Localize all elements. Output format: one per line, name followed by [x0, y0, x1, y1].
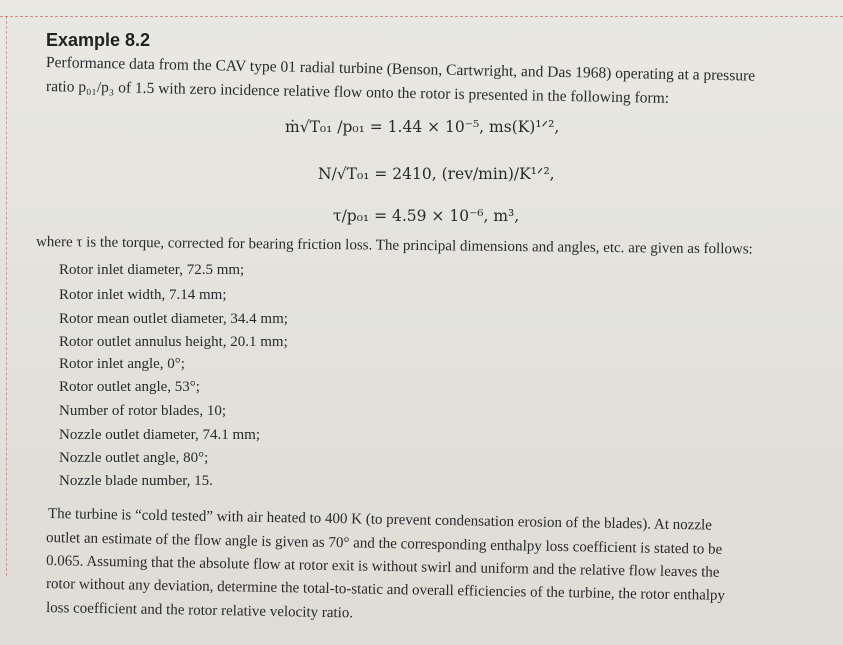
spec-rotor-outlet-angle: Rotor outlet angle, 53°; — [59, 379, 200, 395]
spec-rotor-inlet-diameter: Rotor inlet diameter, 72.5 mm; — [59, 262, 245, 278]
paragraph-line-3: 0.065. Assuming that the absolute flow at rotor exit is without swirl and uniform and the relative flow leaves the — [45, 553, 720, 581]
example-heading: Example 8.2 — [46, 30, 151, 50]
spec-rotor-inlet-angle: Rotor inlet angle, 0°; — [59, 356, 185, 372]
spec-rotor-mean-outlet-diameter: Rotor mean outlet diameter, 34.4 mm; — [59, 311, 288, 327]
intro-line-2: ratio p₀₁/p₃ of 1.5 with zero incidence relative flow onto the rotor is presented in the following form: — [45, 78, 670, 107]
paragraph-line-4: rotor without any deviation, determine the total-to-static and overall efficiencies of the turbine, the rotor enthalpy — [45, 576, 726, 604]
paragraph-line-2: outlet an estimate of the flow angle is given as 70° and the corresponding enthalpy loss coefficient is stated to be — [45, 530, 723, 558]
spec-rotor-inlet-width: Rotor inlet width, 7.14 mm; — [59, 287, 227, 303]
spec-number-rotor-blades: Number of rotor blades, 10; — [59, 403, 227, 419]
page-margin-dashed-line — [6, 16, 7, 576]
equation-speed: N/√T₀₁ = 2410, (rev/min)/K¹ᐟ², — [318, 165, 555, 183]
spec-nozzle-outlet-angle: Nozzle outlet angle, 80°; — [59, 450, 209, 466]
page-edge-dashed-line — [0, 16, 843, 17]
paragraph-line-1: The turbine is “cold tested” with air heated to 400 K (to prevent condensation erosion of the blades). At nozzle — [47, 506, 713, 534]
intro-line-1: Performance data from the CAV type 01 radial turbine (Benson, Cartwright, and Das 1968) operating at a pressure — [45, 54, 756, 85]
equation-mass-flow: ṁ√T₀₁ /p₀₁ = 1.44 × 10⁻⁵, ms(K)¹ᐟ², — [285, 118, 560, 136]
equation-torque: τ/p₀₁ = 4.59 × 10⁻⁶, m³, — [333, 207, 520, 225]
where-statement: where τ is the torque, corrected for bearing friction loss. The principal dimensions and angles, etc. are given as follows: — [35, 234, 753, 258]
paragraph-line-5: loss coefficient and the rotor relative velocity ratio. — [45, 600, 354, 622]
spec-rotor-outlet-annulus-height: Rotor outlet annulus height, 20.1 mm; — [59, 334, 288, 350]
spec-nozzle-blade-number: Nozzle blade number, 15. — [59, 473, 213, 489]
spec-nozzle-outlet-diameter: Nozzle outlet diameter, 74.1 mm; — [59, 427, 261, 443]
